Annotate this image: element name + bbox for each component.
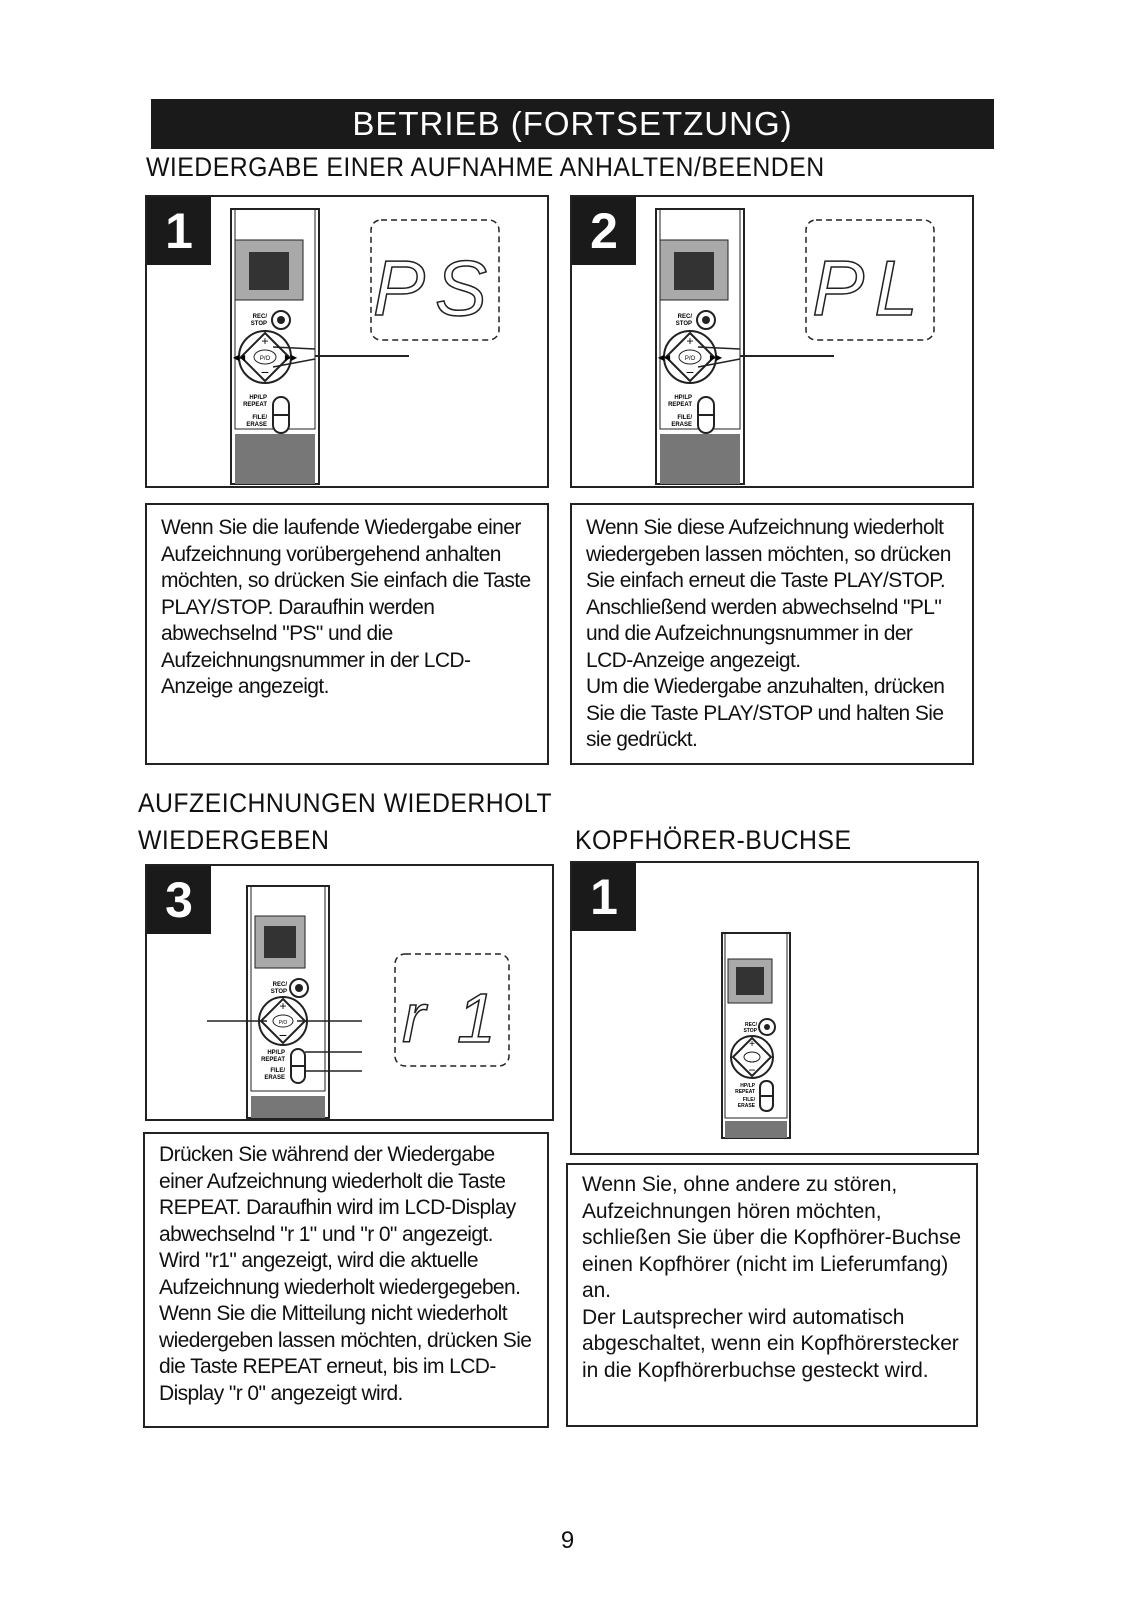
lcd-readout-text: PS: [372, 244, 498, 332]
instruction-paragraph: Wenn Sie diese Aufzeichnung wiederholt wiedergeben lassen möchten, so drücken Sie einfach erneut die Taste PLAY/STOP. Anschließend werden abwechselnd "PL" und die Aufzeichnungsnummer in der LCD-Anzeige angezeigt.: [586, 516, 951, 672]
svg-text:HP/LP: HP/LP: [249, 395, 267, 401]
section-heading-headphone-jack: KOPFHÖRER-BUCHSE: [575, 825, 852, 855]
step-number-badge: 3: [147, 866, 211, 934]
svg-text:ERASE: ERASE: [246, 422, 267, 428]
svg-text:P/O: P/O: [278, 1020, 288, 1026]
svg-text:STOP: STOP: [270, 989, 287, 995]
lcd-readout-text: PL: [812, 244, 928, 332]
svg-text:REC/: REC/: [745, 1022, 757, 1028]
instruction-paragraph: Wenn Sie, ohne andere zu stören, Aufzeichnungen hören möchten, schließen Sie über die Kopfhörer-Buchse einen Kopfhörer (nicht im Lieferumfang) an.: [582, 1173, 961, 1302]
svg-text:P/O: P/O: [259, 356, 271, 362]
svg-text:FILE/: FILE/: [677, 415, 692, 421]
voice-recorder-illustration: [572, 863, 977, 1153]
voice-recorder-illustration: [572, 197, 972, 486]
svg-text:STOP: STOP: [250, 321, 267, 327]
figure-step-1-pause: [145, 195, 549, 488]
voice-recorder-illustration: [147, 866, 552, 1119]
lcd-readout-text: r 1: [402, 979, 502, 1057]
svg-text:ERASE: ERASE: [671, 422, 692, 428]
page-banner-title: BETRIEB (FORTSETZUNG): [151, 99, 994, 149]
svg-text:◀◀: ◀◀: [657, 353, 671, 362]
instruction-paragraph: Der Lautsprecher wird automatisch abgeschaltet, wenn ein Kopfhörerstecker in die Kopfhörerbuchse gesteckt wird.: [582, 1305, 959, 1382]
step-number-badge: 1: [147, 197, 211, 265]
svg-text:ERASE: ERASE: [264, 1075, 285, 1081]
figure-step-3-repeat: [145, 864, 554, 1121]
svg-text:REPEAT: REPEAT: [668, 402, 692, 408]
svg-text:▶▶: ▶▶: [284, 353, 298, 362]
svg-text:−: −: [278, 1027, 288, 1043]
svg-text:REC/: REC/: [272, 982, 287, 988]
svg-text:REPEAT: REPEAT: [735, 1089, 755, 1095]
svg-text:FILE/: FILE/: [252, 415, 267, 421]
svg-text:+: +: [279, 999, 287, 1013]
step-number-badge: 1: [572, 863, 636, 931]
figure-step-2-repeat-play: [570, 195, 974, 488]
step-number-badge: 2: [572, 197, 636, 265]
lcd-display-ps: [371, 220, 499, 340]
svg-text:FILE/: FILE/: [742, 1097, 755, 1103]
instruction-text-step-1: [145, 503, 549, 765]
lcd-display-pl: [806, 220, 934, 340]
svg-text:ERASE: ERASE: [737, 1103, 755, 1109]
svg-text:+: +: [686, 334, 694, 348]
svg-text:−: −: [260, 364, 270, 380]
svg-text:+: +: [261, 334, 269, 348]
instruction-paragraph: Um die Wiedergabe anzuhalten, drücken Sie die Taste PLAY/STOP und halten Sie sie gedrückt.: [586, 675, 945, 751]
svg-text:◀◀: ◀◀: [232, 353, 246, 362]
page-number: 9: [560, 1527, 575, 1554]
svg-text:−: −: [685, 364, 695, 380]
figure-headphone-jack: [570, 861, 979, 1155]
svg-text:HP/LP: HP/LP: [740, 1083, 755, 1089]
section-heading-repeat-line-1: AUFZEICHNUNGEN WIEDERHOLT: [138, 788, 553, 818]
svg-text:STOP: STOP: [675, 321, 692, 327]
instruction-text-headphone: [566, 1163, 978, 1427]
svg-text:HP/LP: HP/LP: [267, 1050, 285, 1056]
svg-text:+: +: [749, 1039, 755, 1050]
svg-text:REPEAT: REPEAT: [261, 1057, 285, 1063]
svg-text:REPEAT: REPEAT: [243, 402, 267, 408]
instruction-text-step-3: [143, 1132, 549, 1428]
svg-text:STOP: STOP: [743, 1028, 757, 1034]
instruction-paragraph: Drücken Sie während der Wiedergabe einer Aufzeichnung wiederholt die Taste REPEAT. Daraufhin wird im LCD-Display abwechselnd "r 1" und "r 0" angezeigt. Wird "r1" angezeigt, wird die aktuelle Aufzeichnung wiederholt wiedergegeben. Wenn Sie die Mitteilung nicht wiederholt wiedergeben lassen möchten, drücken Sie die Taste REPEAT erneut, bis im LCD-Display "r 0" angezeigt wird.: [159, 1143, 532, 1405]
voice-recorder-illustration: [147, 197, 547, 486]
svg-text:FILE/: FILE/: [270, 1068, 285, 1074]
section-heading-stop-playback: WIEDERGABE EINER AUFNAHME ANHALTEN/BEENDEN: [146, 152, 825, 182]
svg-text:P/O: P/O: [684, 356, 696, 362]
svg-text:▶▶: ▶▶: [709, 353, 723, 362]
svg-text:REC/: REC/: [252, 314, 267, 320]
lcd-display-r1: [395, 954, 509, 1066]
instruction-paragraph: Wenn Sie die laufende Wiedergabe einer Aufzeichnung vorübergehend anhalten möchten, so drücken Sie einfach die Taste PLAY/STOP. Daraufhin werden abwechselnd "PS" und die Aufzeichnungsnummer in der LCD-Anzeige angezeigt.: [161, 516, 531, 698]
svg-text:HP/LP: HP/LP: [674, 395, 692, 401]
svg-text:−: −: [748, 1063, 756, 1077]
instruction-text-step-2: [570, 503, 974, 765]
svg-text:REC/: REC/: [677, 314, 692, 320]
section-heading-repeat-line-2: WIEDERGEBEN: [138, 825, 330, 855]
